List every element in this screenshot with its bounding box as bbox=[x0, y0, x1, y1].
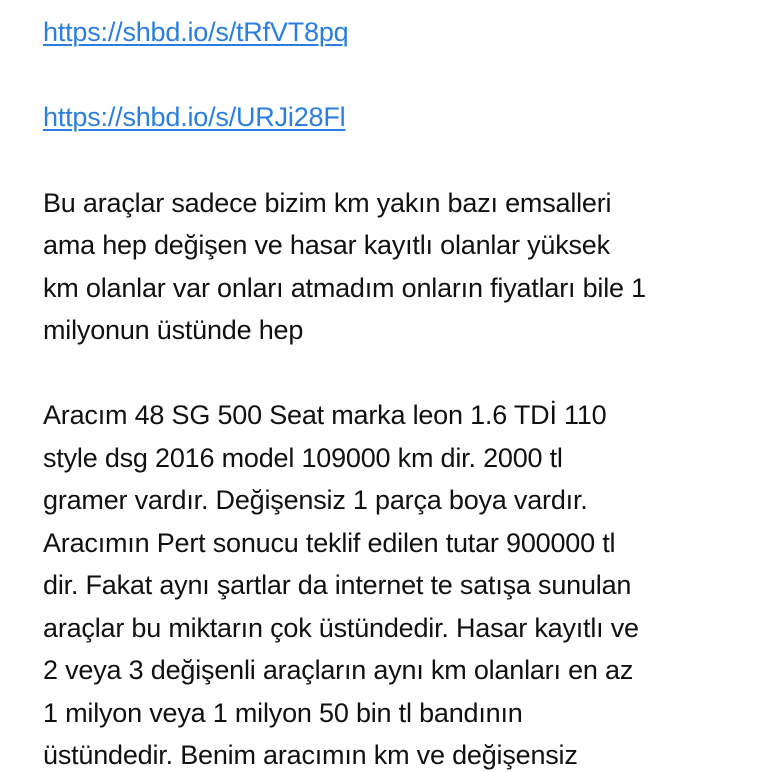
text-line: 1 milyon veya 1 milyon 50 bin tl bandının bbox=[43, 698, 523, 728]
text-line: Aracımın Pert sonucu teklif edilen tutar 900000 tl bbox=[43, 528, 616, 558]
text-line: üstündedir. Benim aracımın km ve değişensiz bbox=[43, 740, 578, 770]
text-line: gramer vardır. Değişensiz 1 parça boya vardır. bbox=[43, 485, 588, 515]
link-1[interactable]: https://shbd.io/s/tRfVT8pq bbox=[43, 17, 349, 47]
text-line: araçlar bu miktarın çok üstündedir. Hasar kayıtlı ve bbox=[43, 613, 639, 643]
text-line: dir. Fakat aynı şartlar da internet te satışa sunulan bbox=[43, 570, 632, 600]
text-line: Aracım 48 SG 500 Seat marka leon 1.6 TDİ 110 bbox=[43, 400, 607, 430]
text-line: style dsg 2016 model 109000 km dir. 2000 tl bbox=[43, 443, 563, 473]
link-2[interactable]: https://shbd.io/s/URJi28Fl bbox=[43, 102, 346, 132]
text-line: Bu araçlar sadece bizim km yakın bazı emsalleri bbox=[43, 188, 612, 218]
text-line: km olanlar var onları atmadım onların fiyatları bile 1 bbox=[43, 273, 646, 303]
text-line: ama hep değişen ve hasar kayıtlı olanlar yüksek bbox=[43, 230, 610, 260]
text-line: milyonun üstünde hep bbox=[43, 315, 304, 345]
text-line: 2 veya 3 değişenli araçların aynı km olanları en az bbox=[43, 655, 634, 685]
